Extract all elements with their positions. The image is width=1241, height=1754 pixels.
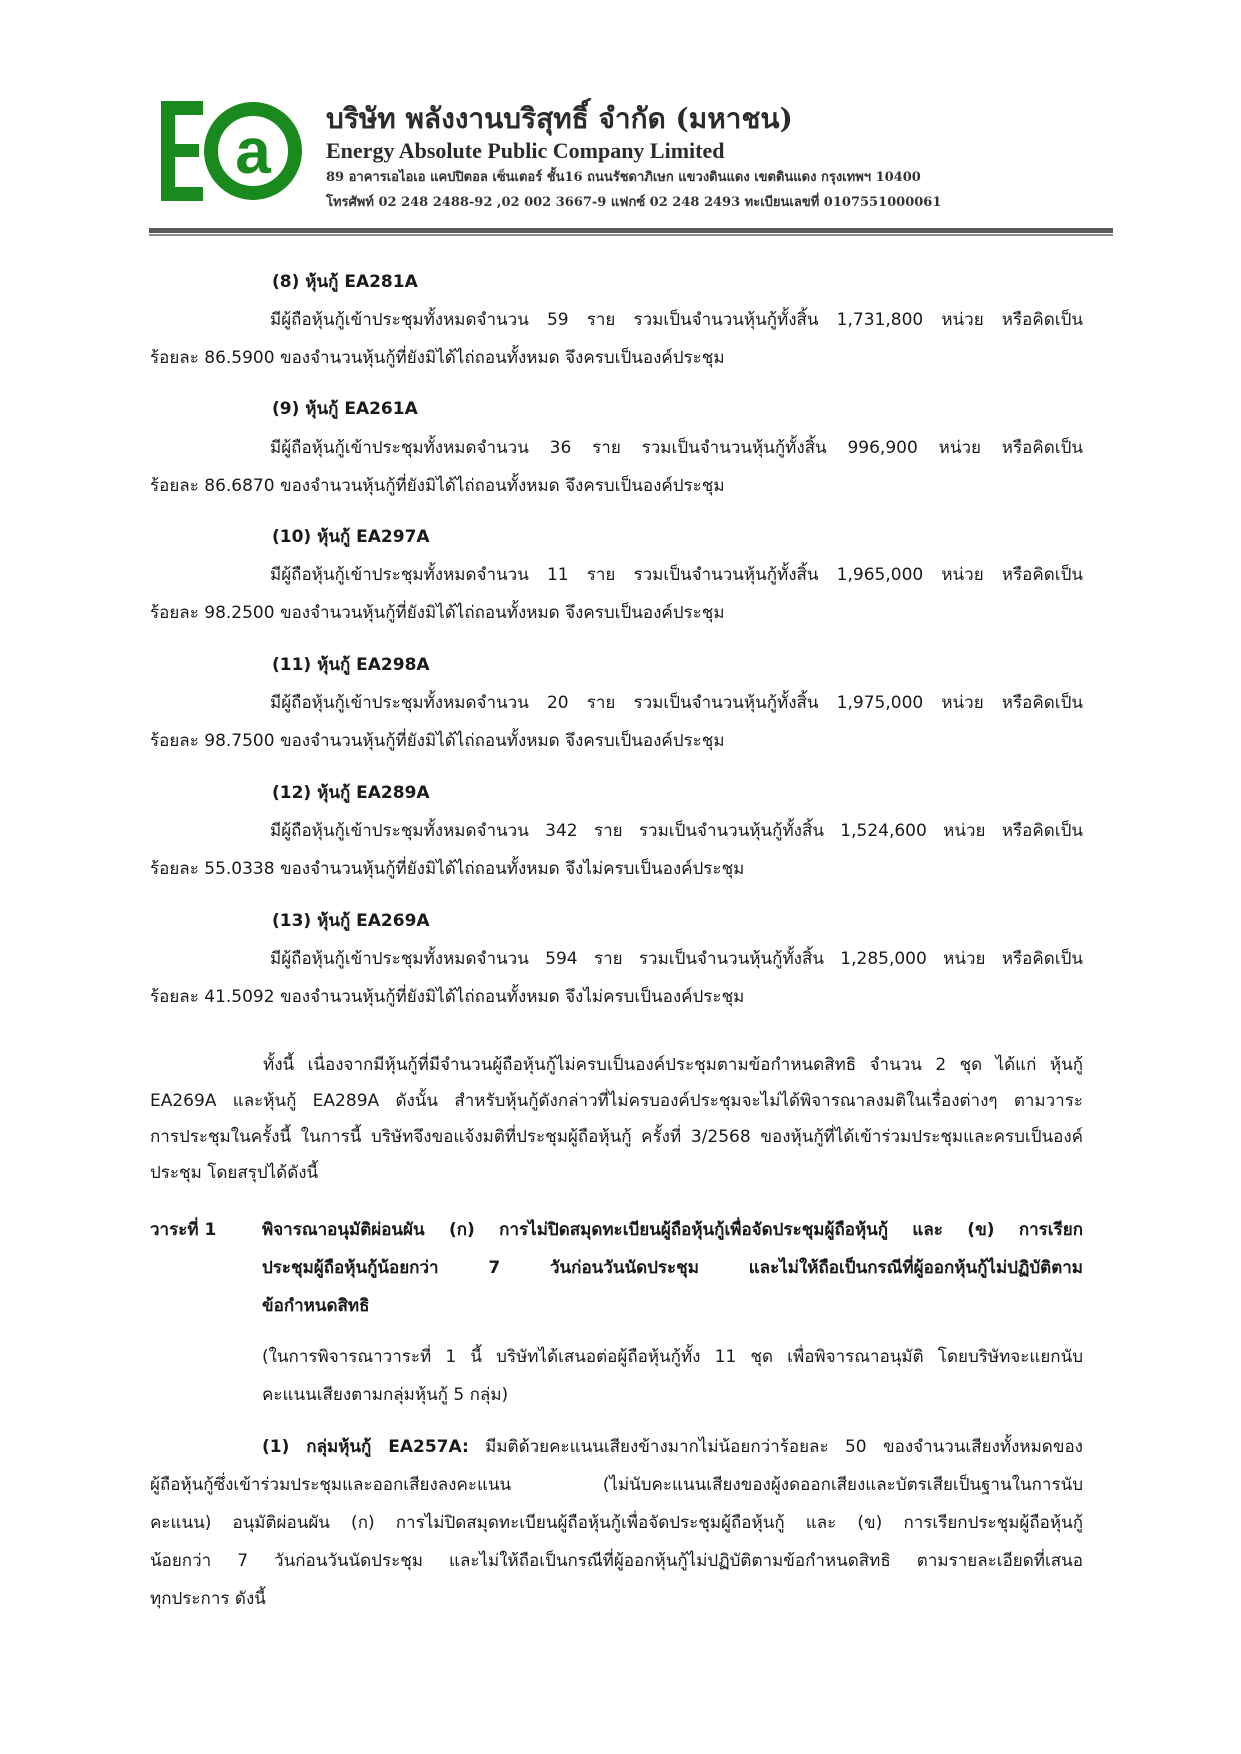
- group-resolution-first-line: [262, 1428, 1083, 1466]
- summary-line: EA269A และหุ้นกู้ EA289A ดังนั้น สำหรับหุ้นกู้ดังกล่าวที่ไม่ครบองค์ประชุมจะไม่ได้พิจารณาลงมติในเรื่องต่างๆ ตามวาระ: [150, 1091, 1083, 1111]
- company-name-thai: บริษัท พลังงานบริสุทธิ์ จำกัด (มหาชน): [326, 102, 793, 135]
- bond-detail: มีผู้ถือหุ้นกู้เข้าประชุมทั้งหมดจำนวน 342 ราย รวมเป็นจำนวนหุ้นกู้ทั้งสิ้น 1,524,600 หน่วย หรือคิดเป็น: [270, 821, 1083, 841]
- summary-line: ทั้งนี้ เนื่องจากมีหุ้นกู้ที่มีจำนวนผู้ถือหุ้นกู้ไม่ครบเป็นองค์ประชุมตามข้อกำหนดสิทธิ จำนวน 2 ชุด ได้แก่ หุ้นกู้: [263, 1055, 1083, 1075]
- group-resolution-line: คะแนน) อนุมัติผ่อนผัน (ก) การไม่ปิดสมุดทะเบียนผู้ถือหุ้นกู้เพื่อจัดประชุมผู้ถือหุ้นกู้ และ (ข) การเรียกประชุมผู้ถือหุ้นกู้: [150, 1513, 1083, 1533]
- summary-line: การประชุมในครั้งนี้ ในการนี้ บริษัทจึงขอแจ้งมติที่ประชุมผู้ถือหุ้นกู้ ครั้งที่ 3/2568 ของหุ้นกู้ที่ได้เข้าร่วมประชุมและครบเป็นองค์: [150, 1127, 1083, 1147]
- bond-result: ร้อยละ 86.5900 ของจำนวนหุ้นกู้ที่ยังมิได้ไถ่ถอนทั้งหมด จึงครบเป็นองค์ประชุม: [150, 348, 725, 368]
- bond-result: ร้อยละ 41.5092 ของจำนวนหุ้นกู้ที่ยังมิได้ไถ่ถอนทั้งหมด จึงไม่ครบเป็นองค์ประชุม: [150, 987, 745, 1007]
- agenda-label: วาระที่ 1: [150, 1220, 217, 1240]
- svg-text:a: a: [235, 115, 271, 187]
- group-resolution-line: ผู้ถือหุ้นกู้ซึ่งเข้าร่วมประชุมและออกเสียงลงคะแนน (ไม่นับคะแนนเสียงของผู้งดออกเสียงและบัตรเสียเป็นฐานในการนับ: [150, 1475, 1083, 1495]
- bond-title: (11) หุ้นกู้ EA298A: [272, 655, 430, 675]
- bond-title: (8) หุ้นกู้ EA281A: [272, 272, 418, 292]
- header-rule-thin: [149, 234, 1113, 236]
- agenda-note: (ในการพิจารณาวาระที่ 1 นี้ บริษัทได้เสนอต่อผู้ถือหุ้นกู้ทั้ง 11 ชุด เพื่อพิจารณาอนุมัติ โดยบริษัทจะแยกนับ: [262, 1347, 1083, 1367]
- bond-detail: มีผู้ถือหุ้นกู้เข้าประชุมทั้งหมดจำนวน 11 ราย รวมเป็นจำนวนหุ้นกู้ทั้งสิ้น 1,965,000 หน่วย หรือคิดเป็น: [270, 565, 1083, 585]
- bond-result: ร้อยละ 55.0338 ของจำนวนหุ้นกู้ที่ยังมิได้ไถ่ถอนทั้งหมด จึงไม่ครบเป็นองค์ประชุม: [150, 859, 745, 879]
- bond-title: (9) หุ้นกู้ EA261A: [272, 399, 418, 419]
- agenda-title: ข้อกำหนดสิทธิ: [262, 1296, 370, 1316]
- company-logo: [161, 97, 303, 203]
- header-rule: [149, 228, 1113, 233]
- bond-title: (10) หุ้นกู้ EA297A: [272, 527, 430, 547]
- company-name-english: Energy Absolute Public Company Limited: [326, 138, 725, 163]
- company-contact: โทรศัพท์ 02 248 2488-92 ,02 002 3667-9 แฟกซ์ 02 248 2493 ทะเบียนเลขที่ 0107551000061: [326, 195, 942, 210]
- group-resolution-line: น้อยกว่า 7 วันก่อนวันนัดประชุม และไม่ให้ถือเป็นกรณีที่ผู้ออกหุ้นกู้ไม่ปฏิบัติตามข้อกำหนดสิทธิ ตามรายละเอียดที่เสนอ: [150, 1551, 1083, 1571]
- bond-detail: มีผู้ถือหุ้นกู้เข้าประชุมทั้งหมดจำนวน 20 ราย รวมเป็นจำนวนหุ้นกู้ทั้งสิ้น 1,975,000 หน่วย หรือคิดเป็น: [270, 693, 1083, 713]
- bond-result: ร้อยละ 98.2500 ของจำนวนหุ้นกู้ที่ยังมิได้ไถ่ถอนทั้งหมด จึงครบเป็นองค์ประชุม: [150, 603, 725, 623]
- agenda-note: คะแนนเสียงตามกลุ่มหุ้นกู้ 5 กลุ่ม): [262, 1385, 509, 1405]
- agenda-title: ประชุมผู้ถือหุ้นกู้น้อยกว่า 7 วันก่อนวันนัดประชุม และไม่ให้ถือเป็นกรณีที่ผู้ออกหุ้นกู้ไม่ปฏิบัติตาม: [262, 1258, 1083, 1278]
- bond-result: ร้อยละ 86.6870 ของจำนวนหุ้นกู้ที่ยังมิได้ไถ่ถอนทั้งหมด จึงครบเป็นองค์ประชุม: [150, 476, 725, 496]
- agenda-title: พิจารณาอนุมัติผ่อนผัน (ก) การไม่ปิดสมุดทะเบียนผู้ถือหุ้นกู้เพื่อจัดประชุมผู้ถือหุ้นกู้ และ (ข) การเรียก: [262, 1220, 1083, 1240]
- bond-title: (13) หุ้นกู้ EA269A: [272, 911, 430, 931]
- bond-detail: มีผู้ถือหุ้นกู้เข้าประชุมทั้งหมดจำนวน 594 ราย รวมเป็นจำนวนหุ้นกู้ทั้งสิ้น 1,285,000 หน่วย หรือคิดเป็น: [270, 949, 1083, 969]
- group-resolution-text: มีมติด้วยคะแนนเสียงข้างมากไม่น้อยกว่าร้อยละ 50 ของจำนวนเสียงทั้งหมดของ: [468, 1437, 1083, 1457]
- bond-result: ร้อยละ 98.7500 ของจำนวนหุ้นกู้ที่ยังมิได้ไถ่ถอนทั้งหมด จึงครบเป็นองค์ประชุม: [150, 731, 725, 751]
- group-resolution-line: ทุกประการ ดังนี้: [150, 1589, 266, 1609]
- company-address: 89 อาคารเอไอเอ แคปปิตอล เซ็นเตอร์ ชั้น16 ถนนรัชดาภิเษก แขวงดินแดง เขตดินแดง กรุงเทพฯ 10400: [326, 170, 921, 185]
- summary-line: ประชุม โดยสรุปได้ดังนี้: [150, 1163, 319, 1183]
- bond-detail: มีผู้ถือหุ้นกู้เข้าประชุมทั้งหมดจำนวน 36 ราย รวมเป็นจำนวนหุ้นกู้ทั้งสิ้น 996,900 หน่วย หรือคิดเป็น: [270, 438, 1083, 458]
- group-title: (1) กลุ่มหุ้นกู้ EA257A:: [262, 1437, 469, 1457]
- bond-detail: มีผู้ถือหุ้นกู้เข้าประชุมทั้งหมดจำนวน 59 ราย รวมเป็นจำนวนหุ้นกู้ทั้งสิ้น 1,731,800 หน่วย หรือคิดเป็น: [270, 310, 1083, 330]
- bond-title: (12) หุ้นกู้ EA289A: [272, 783, 430, 803]
